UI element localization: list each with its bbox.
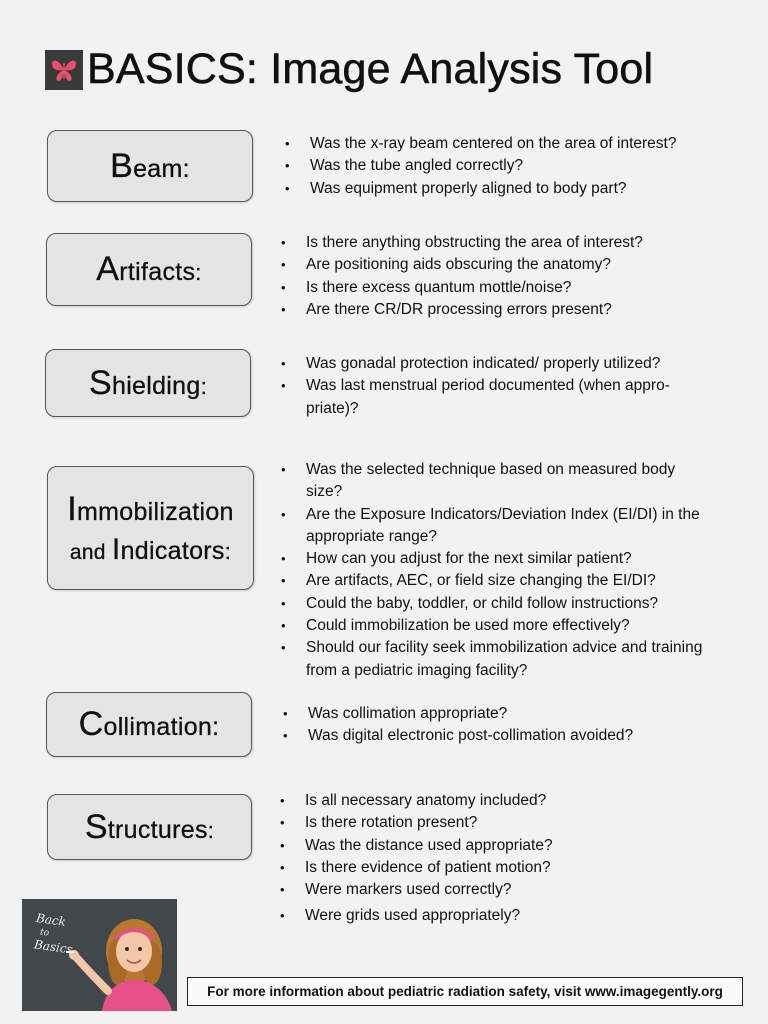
list-item: • Is there anything obstructing the area of interest? [281,232,741,254]
list-item: • Was the x-ray beam centered on the area of interest? [285,133,745,155]
list-item: • Was the tube angled correctly? [285,155,745,177]
collimation-questions [283,703,743,748]
list-item: • Were markers used correctly? [280,879,740,901]
beam-cap: B [110,146,134,185]
page-title [45,45,654,93]
structures-cap: S [84,807,108,846]
shielding-label-box [45,349,251,417]
list-item: • Is there excess quantum mottle/noise? [281,277,741,299]
artifacts-colon: : [195,260,202,286]
list-item: • Was gonadal protection indicated/ properly utilized? [281,353,726,375]
immobilization-rest: mmobilization [77,498,234,526]
immobilization-colon: : [224,538,232,564]
list-item: • Was equipment properly aligned to body part? [285,178,745,200]
list-item: • Is all necessary anatomy included? [280,790,740,812]
artifacts-cap: A [96,250,120,289]
list-item: • Were grids used appropriately? [280,905,740,927]
child-chalkboard-photo [22,899,177,1011]
list-item: • Should our facility seek immobilization advice and training from a pediatric imaging facility? [281,637,731,682]
list-item: • Was the distance used appropriate? [280,835,740,857]
collimation-rest: ollimation: [103,713,220,742]
footer-info-box [187,977,743,1006]
shielding-rest: hielding [111,371,201,400]
chalk-text-to: to [39,927,50,939]
structures-label-box [47,794,252,860]
shielding-colon: : [200,373,207,399]
immobilization-questions [281,459,731,682]
shielding-cap: S [89,363,112,402]
list-item: • Could immobilization be used more effectively? [281,615,731,637]
indicators-rest: ndicators [120,536,225,565]
list-item: • Are artifacts, AEC, or field size changing the EI/DI? [281,570,731,592]
list-item: • Are there CR/DR processing errors present? [281,299,741,321]
list-item: • Is there rotation present? [280,812,740,834]
shielding-questions [281,353,726,420]
list-item: • Was the selected technique based on measured body size? [281,459,731,504]
structures-colon: : [207,817,215,843]
butterfly-icon [49,55,79,85]
artifacts-questions [281,232,741,321]
chalk-text-back: Back [35,910,67,930]
artifacts-label-box [46,233,252,306]
collimation-cap: C [78,705,104,744]
indicators-cap: I [111,532,121,566]
title-text: BASICS: Image Analysis Tool [87,45,654,93]
and-text: and [69,540,112,564]
list-item: • Was collimation appropriate? [283,703,743,725]
chalk-text-basics: Basics [33,937,74,957]
structures-questions [280,790,740,928]
list-item: • Could the baby, toddler, or child follow instructions? [281,593,731,615]
immobilization-cap: I [67,490,77,528]
list-item: • Was last menstrual period documented (when appro- priate)? [281,375,726,420]
list-item: • Are positioning aids obscuring the anatomy? [281,254,741,276]
beam-questions [285,133,745,200]
beam-rest: eam: [133,154,190,183]
immobilization-label-box [47,466,254,590]
artifacts-rest: rtifacts [119,258,196,287]
list-item: • Is there evidence of patient motion? [280,857,740,879]
list-item: • Was digital electronic post-collimation avoided? [283,725,743,747]
list-item: • Are the Exposure Indicators/Deviation Index (EI/DI) in the appropriate range? [281,504,731,549]
footer-text: For more information about pediatric radiation safety, visit www.imagegently.org [207,984,723,999]
structures-rest: tructures [107,815,208,844]
logo [45,50,83,90]
list-item: • How can you adjust for the next similar patient? [281,548,731,570]
collimation-label-box [46,692,252,757]
beam-label-box [47,130,253,202]
